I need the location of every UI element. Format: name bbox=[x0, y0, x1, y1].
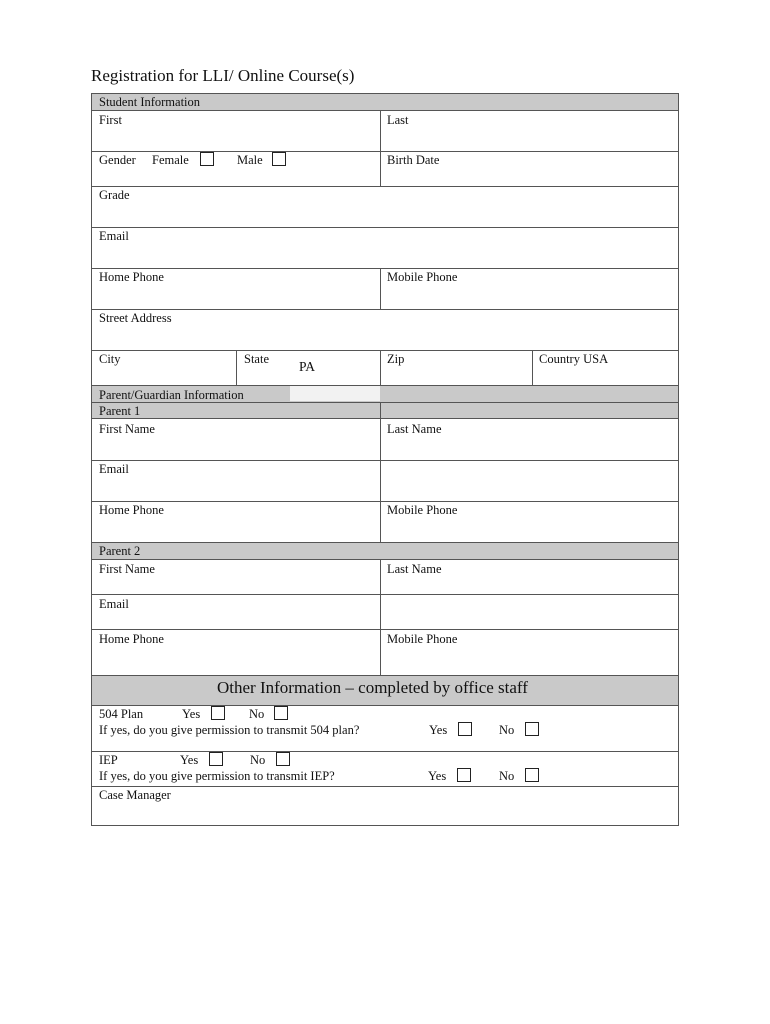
perm504-yes-checkbox[interactable] bbox=[458, 722, 472, 736]
registration-form bbox=[91, 93, 679, 826]
plan504-permission-label: If yes, do you give permission to transmit 504 plan? bbox=[99, 723, 360, 737]
parent2-header: Parent 2 bbox=[99, 544, 141, 558]
state-value[interactable]: PA bbox=[299, 359, 316, 374]
permIEP-yes-checkbox[interactable] bbox=[457, 768, 471, 782]
parent2-mobile-phone-label: Mobile Phone bbox=[387, 632, 458, 646]
birth-date-label: Birth Date bbox=[387, 153, 440, 167]
parent1-mobile-phone-label: Mobile Phone bbox=[387, 503, 458, 517]
plan504-no-label: No bbox=[249, 707, 265, 721]
iep-yes-checkbox[interactable] bbox=[209, 752, 223, 766]
parent1-last-name-label: Last Name bbox=[387, 422, 442, 436]
state-label: State bbox=[244, 352, 269, 366]
parent2-email-label: Email bbox=[99, 597, 129, 611]
parent2-home-phone-label: Home Phone bbox=[99, 632, 164, 646]
case-manager-label: Case Manager bbox=[99, 788, 171, 802]
parent2-first-name-label: First Name bbox=[99, 562, 155, 576]
first-name-label: First bbox=[99, 113, 122, 127]
perm504-no-checkbox[interactable] bbox=[525, 722, 539, 736]
male-checkbox[interactable] bbox=[272, 152, 286, 166]
iep-yes-label: Yes bbox=[180, 753, 199, 767]
parent1-home-phone-label: Home Phone bbox=[99, 503, 164, 517]
home-phone-label: Home Phone bbox=[99, 270, 164, 284]
form-title: Registration for LLI/ Online Course(s) bbox=[91, 66, 355, 85]
street-address-label: Street Address bbox=[99, 311, 172, 325]
mobile-phone-label: Mobile Phone bbox=[387, 270, 458, 284]
parent1-first-name-label: First Name bbox=[99, 422, 155, 436]
parent1-email-label: Email bbox=[99, 462, 129, 476]
perm504-yes-label: Yes bbox=[429, 723, 448, 737]
iep-permission-label: If yes, do you give permission to transmit IEP? bbox=[99, 769, 335, 783]
plan504-label: 504 Plan bbox=[99, 707, 144, 721]
gender-label: Gender bbox=[99, 153, 136, 167]
female-label: Female bbox=[152, 153, 189, 167]
student-info-header: Student Information bbox=[99, 95, 201, 109]
female-checkbox[interactable] bbox=[200, 152, 214, 166]
parent-info-header: Parent/Guardian Information bbox=[99, 388, 244, 402]
plan504-yes-label: Yes bbox=[182, 707, 201, 721]
male-label: Male bbox=[237, 153, 263, 167]
iep-no-label: No bbox=[250, 753, 266, 767]
country-value: USA bbox=[583, 352, 609, 366]
permIEP-no-checkbox[interactable] bbox=[525, 768, 539, 782]
permIEP-no-label: No bbox=[499, 769, 515, 783]
permIEP-yes-label: Yes bbox=[428, 769, 447, 783]
country-label: Country USA bbox=[539, 352, 609, 366]
iep-label: IEP bbox=[99, 753, 118, 767]
city-label: City bbox=[99, 352, 121, 366]
grade-label: Grade bbox=[99, 188, 130, 202]
email-label: Email bbox=[99, 229, 129, 243]
iep-no-checkbox[interactable] bbox=[276, 752, 290, 766]
last-name-label: Last bbox=[387, 113, 409, 127]
perm504-no-label: No bbox=[499, 723, 515, 737]
plan504-yes-checkbox[interactable] bbox=[211, 706, 225, 720]
parent1-header: Parent 1 bbox=[99, 404, 141, 418]
parent2-header-bar bbox=[92, 542, 678, 559]
other-info-header: Other Information – completed by office staff bbox=[217, 678, 528, 697]
plan504-no-checkbox[interactable] bbox=[274, 706, 288, 720]
zip-label: Zip bbox=[387, 352, 405, 366]
parent2-last-name-label: Last Name bbox=[387, 562, 442, 576]
